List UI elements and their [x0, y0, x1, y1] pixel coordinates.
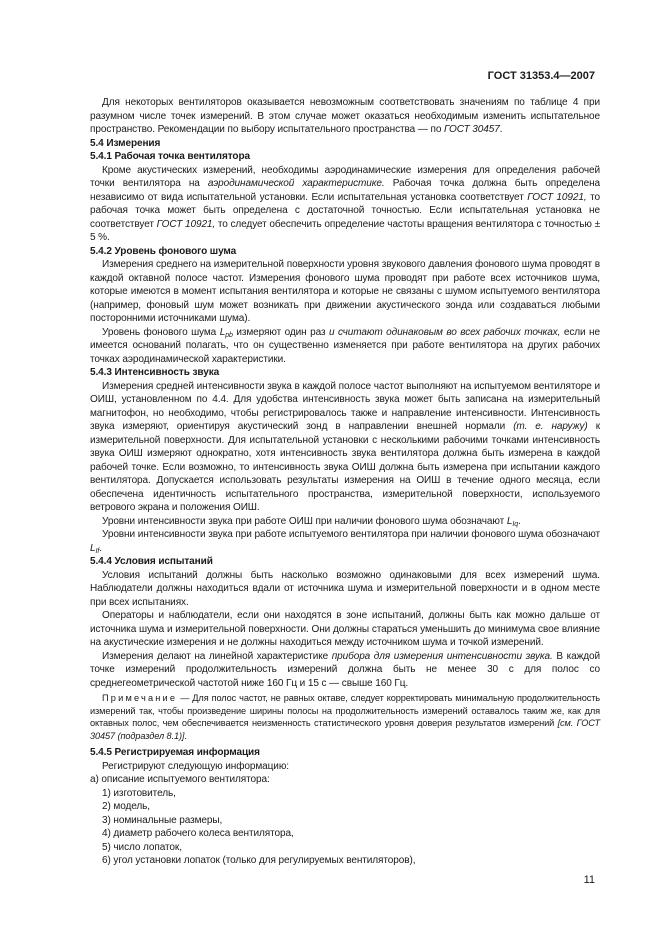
section-heading-5-4: 5.4 Измерения	[90, 137, 161, 149]
paragraph-5-4-3-a: Измерения средней интенсивности звука в каждой полосе частот выполняют на испытуемом вентиляторе и ОИШ, установленном по 4.4. Для удобства интенсивность звука может быть записана на измерительный магнитофон, но необходимо, чтобы регистрировалось также и направление интенсивности. Интенсивность звука измеряют, ориентируя акустический зонд в направлении внешней нормали (т. е. наружу) к измерительной поверхности. Для испытательной установки с несколькими рабочими точками интенсивность звука ОИШ измеряют однократно, хотя интенсивность звука вентилятора должна быть измерена в каждой рабочей точке. Если возможно, то интенсивность звука ОИШ должна быть измерена при испытании каждого вентилятора. Допускается использовать результаты измерения на ОИШ в течение одного месяца, если обеспечена идентичность испытательного пространства, измерительной поверхности, используемого ветрового экрана и положения ОИШ.	[90, 380, 600, 513]
section-heading-5-4-1: 5.4.1 Рабочая точка вентилятора	[90, 151, 250, 162]
paragraph-5-4-4-a: Условия испытаний должны быть насколько возможно одинаковыми для всех измерений шума. Наблюдатели должны находиться вдали от источника шума и измерительной поверхности и в одном месте при всех испытаниях.	[90, 569, 600, 608]
note: Примечание — Для полос частот, не равных октаве, следует корректировать минимальную продолжительность измерений так, чтобы произведение ширины полосы на продолжительность измерений оставалось таким же, как для октавных полос, чем обеспечивается неизменность статистического уровня доверия результатов измерений [см. ГОСТ 30457 (подраздел 8.1)].	[90, 693, 600, 741]
list-item-a: а) описание испытуемого вентилятора:	[90, 774, 270, 785]
section-heading-5-4-4: 5.4.4 Условия испытаний	[90, 556, 213, 567]
paragraph-5-4-3-b: Уровни интенсивности звука при работе ОИШ при наличии фонового шума обозначают $L_{Iq}$.	[102, 515, 521, 528]
page-body	[90, 96, 600, 868]
paragraph-5-4-2-b: Уровень фонового шума $L_{pb}$ измеряют один раз и считают одинаковым во всех рабочих точках, если не имеется оснований полагать, что он существенно изменяется при работе вентилятора на других рабочих точках аэродинамической характеристики.	[90, 326, 600, 365]
section-heading-5-4-5: 5.4.5 Регистрируемая информация	[90, 747, 260, 758]
paragraph-5-4-1: Кроме акустических измерений, необходимы аэродинамические измерения для определения рабочей точки вентилятора на аэродинамической характеристике. Рабочая точка должна быть определена независимо от вида испытательной установки. Если испытательная установка соответствует ГОСТ 10921, то рабочая точка может быть определена с достаточной точностью. Если испытательная установка не соответствует ГОСТ 10921, то следует обеспечить определение частоты вращения вентилятора с точностью ± 5 %.	[90, 164, 601, 243]
section-heading-5-4-3: 5.4.3 Интенсивность звука	[90, 367, 220, 378]
paragraph-5-4-5-intro: Регистрируют следующую информацию:	[102, 760, 289, 772]
list-item: 6) угол установки лопаток (только для регулируемых вентиляторов),	[102, 855, 416, 866]
list-item: 2) модель,	[102, 801, 151, 812]
section-heading-5-4-2: 5.4.2 Уровень фонового шума	[90, 245, 237, 257]
paragraph-intro: Для некоторых вентиляторов оказывается невозможным соответствовать значениям по таблице 4 при разумном числе точек измерений. В этом случае может оказаться необходимым изменить испытательное пространство. Рекомендации по выбору испытательного пространства — по ГОСТ 30457.	[90, 97, 600, 135]
note-label: Примечание	[102, 693, 178, 703]
document-code: ГОСТ 31353.4—2007	[487, 70, 595, 82]
paragraph-5-4-3-c: Уровни интенсивности звука при работе испытуемого вентилятора при наличии фонового шума обозначают $L_{If}$.	[90, 529, 600, 555]
paragraph-5-4-2-a: Измерения среднего на измерительной поверхности уровня звукового давления фонового шума проводят в каждой октавной полосе частот. Измерения фонового шума проводят при работе всех источников шума, которые имеются в момент испытания вентилятора и которые не связаны с шумом испытуемого вентилятора (например, фоновый шум может возникать при движении акустического зонда или создаваться любыми посторонними источниками шума).	[90, 259, 600, 324]
fan-description-list	[90, 787, 600, 868]
list-item: 3) номинальные размеры,	[102, 814, 223, 826]
list-item: 5) число лопаток,	[102, 841, 182, 853]
paragraph-5-4-4-c: Измерения делают на линейной характеристике прибора для измерения интенсивности звука. В каждой точке измерений продолжительность измерений должна быть не менее 30 с для полос со среднегеометрической частотой ниже 160 Гц и 15 с — свыше 160 Гц.	[90, 650, 601, 689]
page-number: 11	[583, 874, 595, 886]
list-item: 4) диаметр рабочего колеса вентилятора,	[102, 828, 294, 839]
list-item: 1) изготовитель,	[102, 787, 176, 799]
paragraph-5-4-4-b: Операторы и наблюдатели, если они находятся в зоне испытаний, должны быть как можно дальше от источника шума и измерительной поверхности. Они должны стараться уменьшить до минимума свое влияние на акустические измерения и не должны находиться между источником шума и точкой измерений.	[90, 610, 600, 648]
